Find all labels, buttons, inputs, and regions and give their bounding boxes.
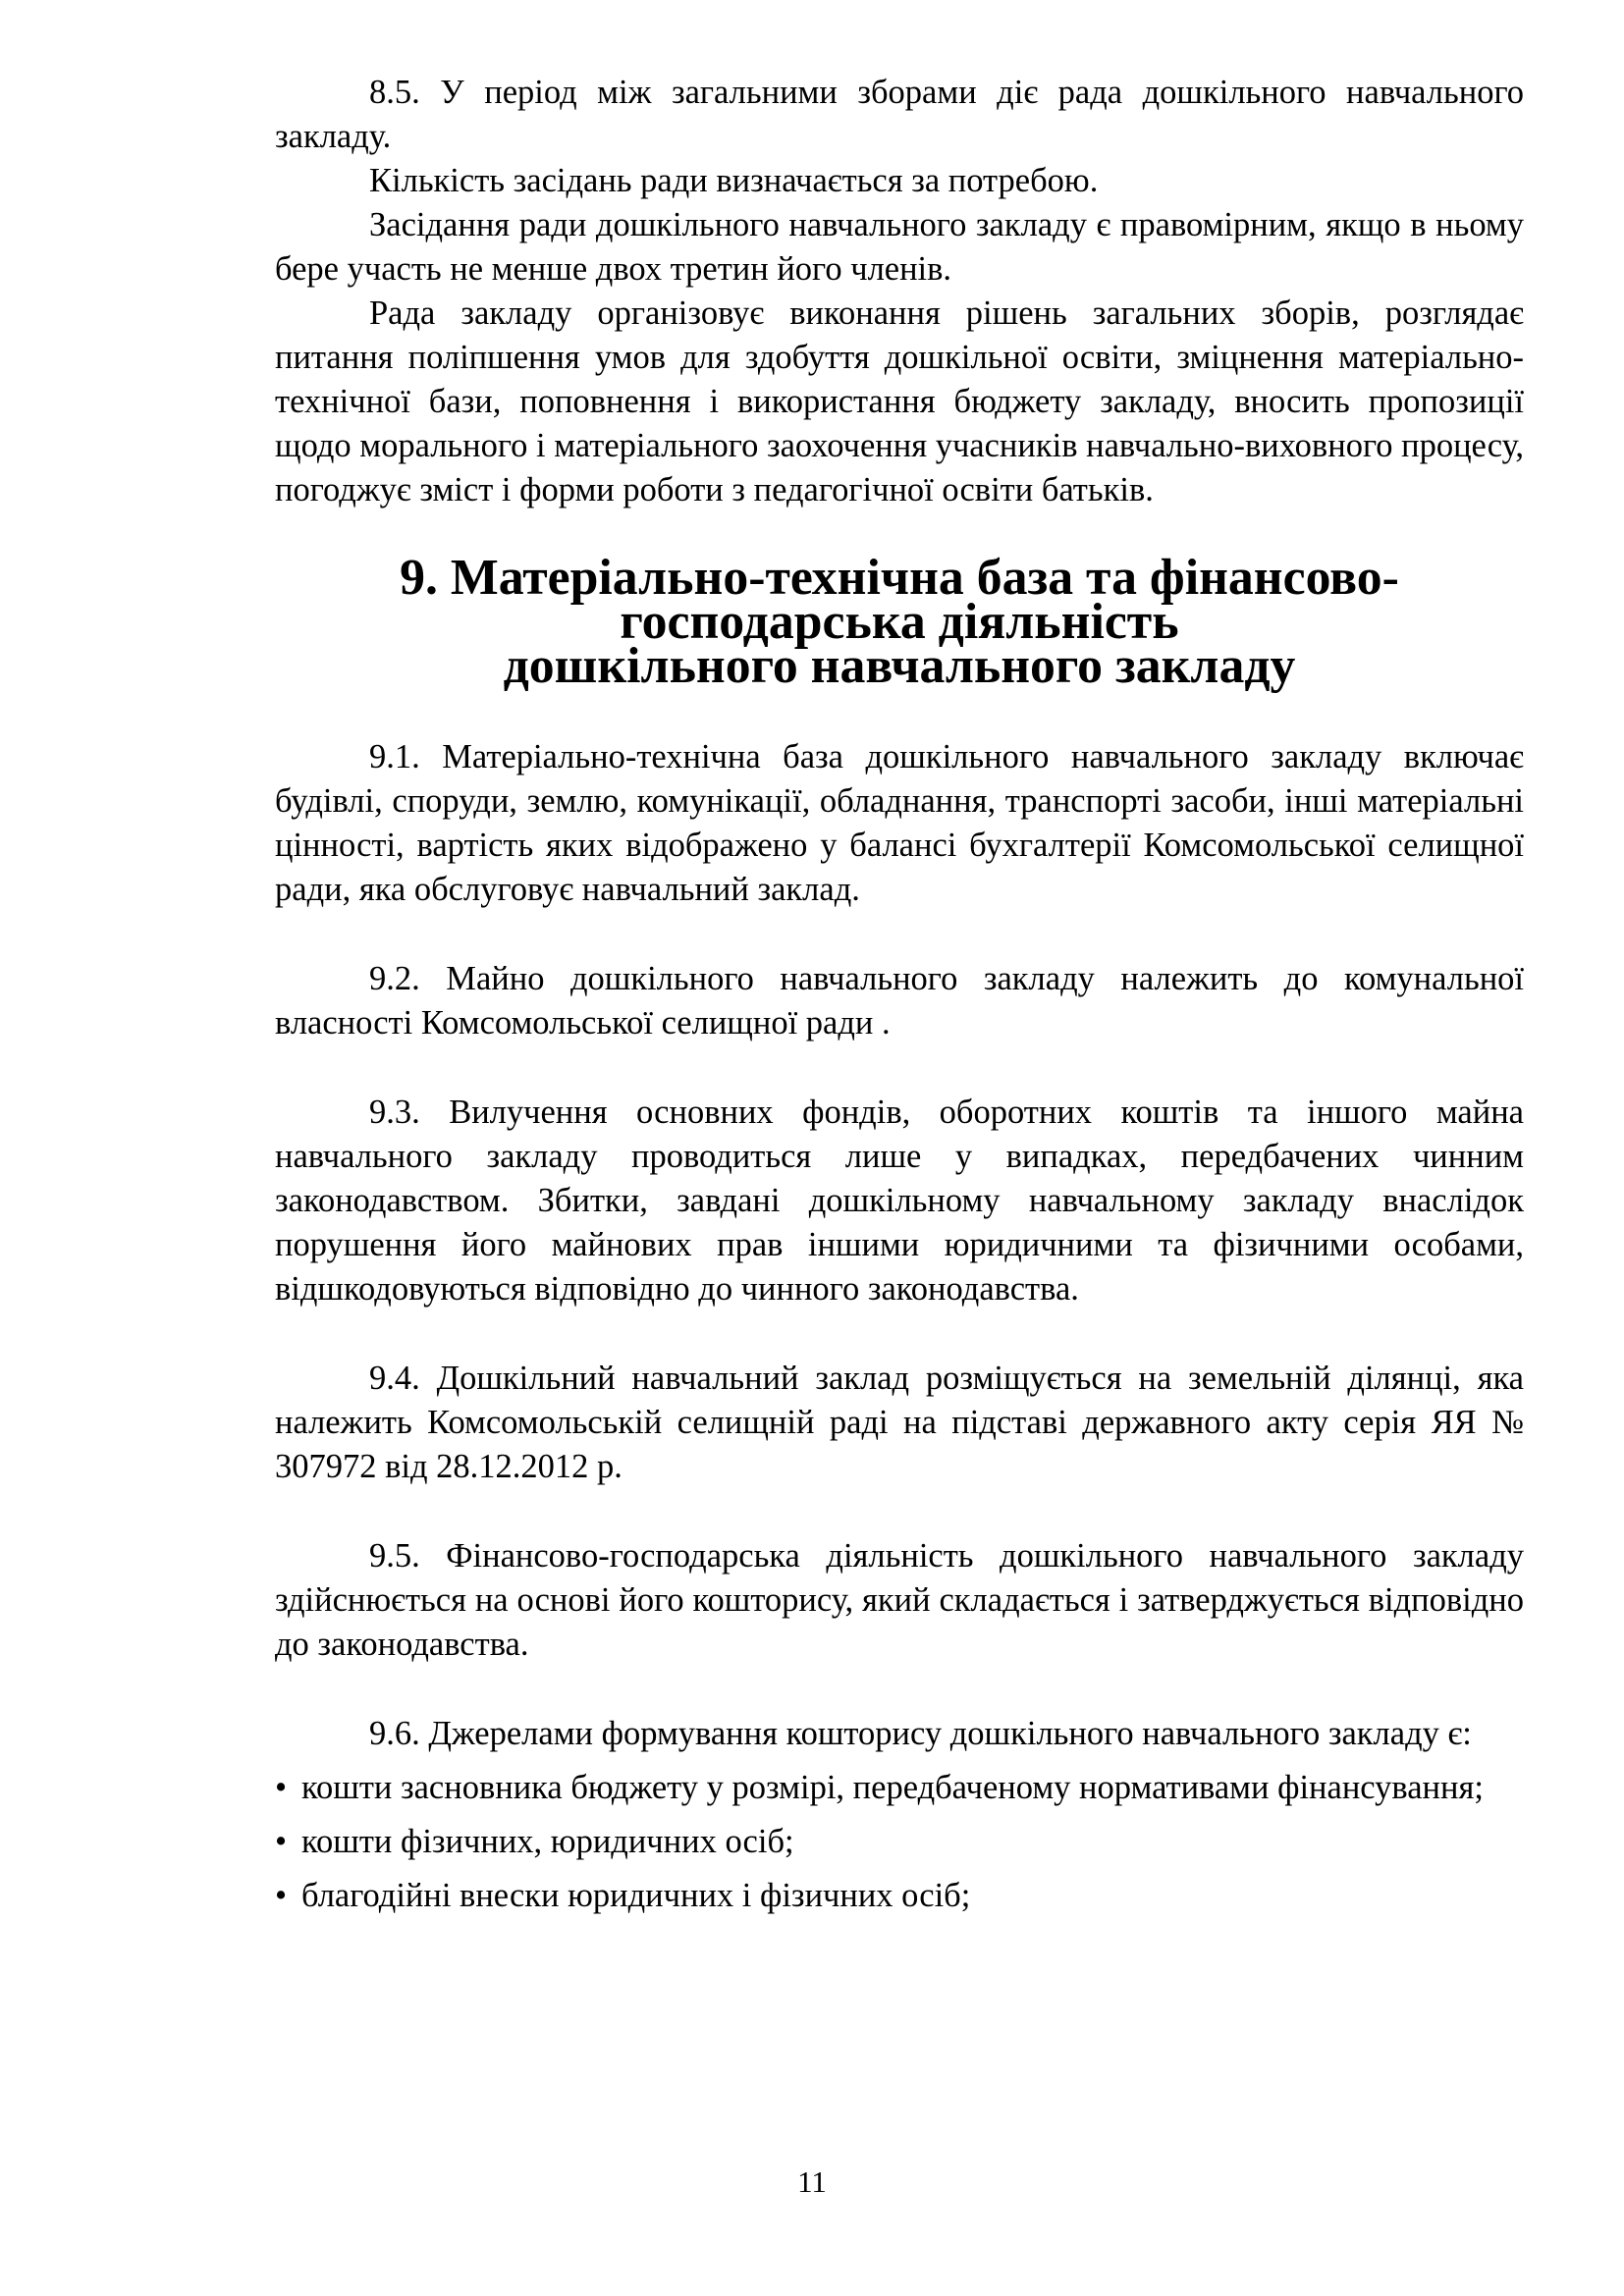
paragraph-8-5-council-duties: Рада закладу організовує виконання рішень загальних зборів, розглядає питання поліпшення умов для здобуття дошкільної освіти, зміцнення матеріально-технічної бази, поповнення і використання бюджету закладу, вносить пропозиції щодо морального і матеріального заохочення учасників навчально-виховного процесу, погоджує зміст і форми роботи з педагогічної освіти батьків. bbox=[275, 294, 1524, 508]
paragraph-9-5: 9.5. Фінансово-господарська діяльність дошкільного навчального закладу здійснюється на основі його кошторису, який складається і затверджується відповідно до законодавства. bbox=[275, 1537, 1524, 1663]
paragraph-8-5: 8.5. У період між загальними зборами діє рада дошкільного навчального закладу. bbox=[275, 74, 1524, 155]
bullet-icon: • bbox=[275, 1877, 288, 1914]
paragraph-8-5-quorum: Засідання ради дошкільного навчального закладу є правомірним, якщо в ньому бере участь не менше двох третин його членів. bbox=[275, 206, 1524, 288]
bullet-text: кошти фізичних, юридичних осіб; bbox=[301, 1823, 794, 1860]
paragraph-9-3: 9.3. Вилучення основних фондів, оборотних коштів та іншого майна навчального закладу проводиться лише у випадках, передбачених чинним законодавством. Збитки, завдані дошкільному навчальному закладу внаслідок порушення його майнових прав іншими юридичними та фізичними особами, відшкодовуються відповідно до чинного законодавства. bbox=[275, 1094, 1524, 1308]
bullet-icon: • bbox=[275, 1769, 288, 1806]
paragraph-8-5-meetings: Кількість засідань ради визначається за потребою. bbox=[369, 162, 1099, 199]
page-number: 11 bbox=[797, 2164, 827, 2199]
paragraph-9-4: 9.4. Дошкільний навчальний заклад розміщується на земельній ділянці, яка належить Комсомольській селищній раді на підставі державного акту серія ЯЯ № 307972 від 28.12.2012 р. bbox=[275, 1360, 1524, 1485]
bullet-text: благодійні внески юридичних і фізичних осіб; bbox=[301, 1877, 971, 1914]
section-9-heading-line-1: 9. Матеріально-технічна база та фінансово-господарська діяльність bbox=[400, 550, 1399, 650]
section-9-heading bbox=[275, 550, 1524, 694]
paragraph-9-2: 9.2. Майно дошкільного навчального закладу належить до комунальної власності Комсомольської селищної ради . bbox=[275, 960, 1524, 1041]
bullet-item-charity bbox=[275, 1874, 1524, 1918]
section-9-heading-line-2: дошкільного навчального закладу bbox=[503, 638, 1296, 694]
bullet-text: кошти засновника бюджету у розмірі, передбаченому нормативами фінансування; bbox=[301, 1769, 1484, 1806]
bullet-icon: • bbox=[275, 1823, 288, 1860]
paragraph-9-1: 9.1. Матеріально-технічна база дошкільного навчального закладу включає будівлі, споруди, землю, комунікації, обладнання, транспорті засоби, інші матеріальні цінності, вартість яких відображено у балансі бухгалтерії Комсомольської селищної ради, яка обслуговує навчальний заклад. bbox=[275, 738, 1524, 908]
paragraph-9-6: 9.6. Джерелами формування кошторису дошкільного навчального закладу є: bbox=[369, 1715, 1472, 1752]
bullet-item-individual-funds bbox=[275, 1820, 1524, 1864]
bullet-item-founder-funds bbox=[275, 1766, 1524, 1810]
document-page bbox=[275, 71, 1524, 1918]
